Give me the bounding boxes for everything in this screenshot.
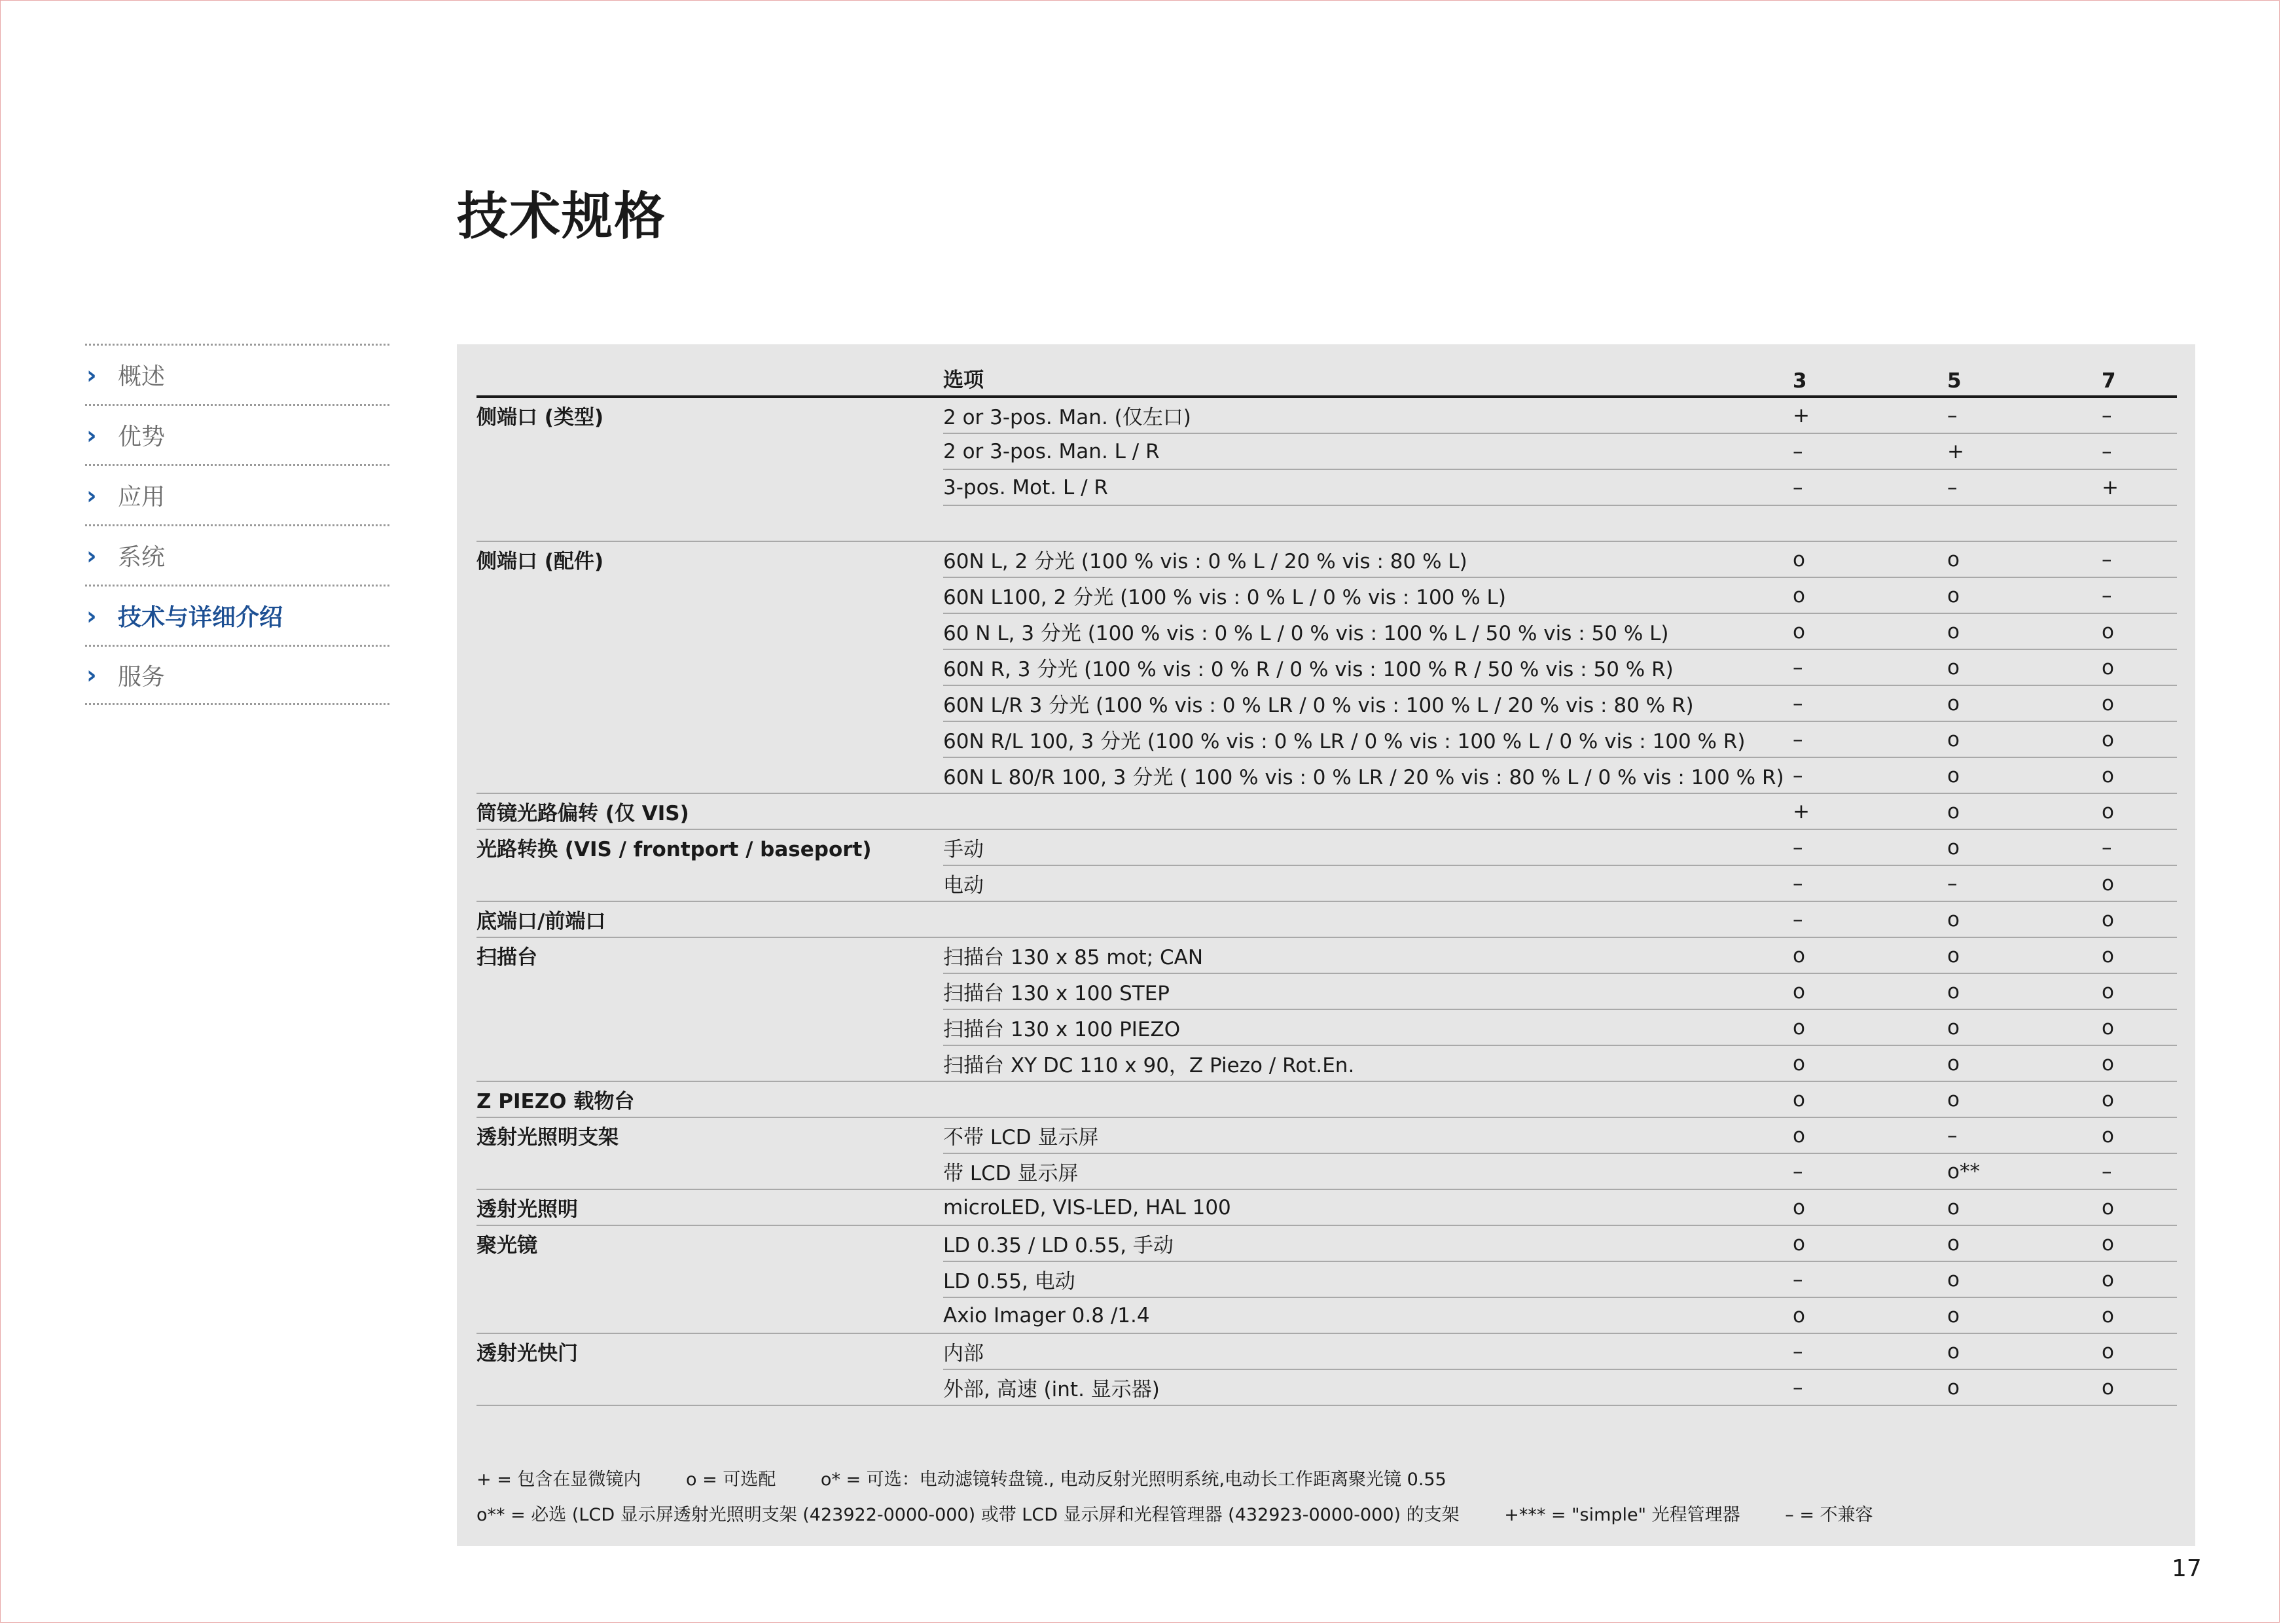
cell-col-7: o	[2102, 1117, 2177, 1153]
table-row	[476, 1045, 2177, 1081]
cell-col-7	[2102, 505, 2177, 541]
cell-category	[476, 757, 943, 793]
cell-col-3: –	[1793, 1333, 1947, 1369]
cell-col-5: o**	[1947, 1153, 2102, 1189]
cell-col-5	[1947, 505, 2102, 541]
cell-category	[476, 1369, 943, 1405]
cell-col-7: o	[2102, 649, 2177, 685]
table-row	[476, 505, 2177, 541]
cell-col-7: +	[2102, 469, 2177, 505]
cell-option: 2 or 3-pos. Man. (仅左口)	[943, 397, 1793, 433]
table-row	[476, 973, 2177, 1009]
cell-option	[943, 901, 1793, 937]
cell-col-5: o	[1947, 973, 2102, 1009]
table-row	[476, 865, 2177, 901]
cell-col-7: o	[2102, 685, 2177, 721]
cell-col-5: o	[1947, 685, 2102, 721]
cell-col-7: o	[2102, 1261, 2177, 1297]
cell-col-7: o	[2102, 721, 2177, 757]
cell-col-3: –	[1793, 829, 1947, 865]
legend-plus: + = 包含在显微镜内	[476, 1470, 641, 1490]
cell-option: 外部, 高速 (int. 显示器)	[943, 1369, 1793, 1405]
cell-col-7: o	[2102, 1009, 2177, 1045]
cell-category: 筒镜光路偏转 (仅 VIS)	[476, 793, 943, 829]
cell-col-3: o	[1793, 577, 1947, 613]
cell-option: 60N R, 3 分光 (100 % vis : 0 % R / 0 % vis : 100 % R / 50 % vis : 50 % R)	[943, 649, 1793, 685]
cell-col-5: –	[1947, 865, 2102, 901]
cell-col-5: –	[1947, 1117, 2102, 1153]
chevron-right-icon: ›	[86, 480, 97, 510]
cell-option: 扫描台 130 x 100 PIEZO	[943, 1009, 1793, 1045]
table-row	[476, 1333, 2177, 1369]
header-col-5: 5	[1947, 359, 2102, 397]
cell-col-3: o	[1793, 1045, 1947, 1081]
cell-category	[476, 649, 943, 685]
chevron-right-icon: ›	[86, 660, 97, 689]
table-row	[476, 469, 2177, 505]
cell-category	[476, 973, 943, 1009]
cell-category	[476, 577, 943, 613]
sidebar-nav	[85, 344, 389, 705]
cell-option: microLED, VIS-LED, HAL 100	[943, 1189, 1793, 1225]
cell-col-3: o	[1793, 1117, 1947, 1153]
cell-col-5: o	[1947, 649, 2102, 685]
cell-col-5: –	[1947, 397, 2102, 433]
cell-col-3: –	[1793, 685, 1947, 721]
cell-col-7: –	[2102, 541, 2177, 577]
cell-col-7: –	[2102, 829, 2177, 865]
chevron-right-icon: ›	[86, 601, 97, 630]
table-row	[476, 1081, 2177, 1117]
cell-category	[476, 1153, 943, 1189]
sidebar-item-advantages[interactable]	[85, 404, 389, 464]
header-category	[476, 359, 943, 397]
cell-option	[943, 793, 1793, 829]
sidebar-item-overview[interactable]	[85, 344, 389, 404]
cell-col-3: –	[1793, 469, 1947, 505]
table-row	[476, 397, 2177, 433]
cell-category: 光路转换 (VIS / frontport / baseport)	[476, 838, 872, 861]
cell-col-7: o	[2102, 613, 2177, 649]
cell-option	[943, 1081, 1793, 1117]
legend-line-1	[476, 1465, 1446, 1490]
cell-col-3: –	[1793, 649, 1947, 685]
cell-category	[476, 1045, 943, 1081]
header-col-7: 7	[2102, 359, 2177, 397]
cell-col-3: o	[1793, 937, 1947, 973]
cell-col-3: o	[1793, 1189, 1947, 1225]
cell-category: 侧端口 (类型)	[476, 406, 604, 429]
legend-o-star: o* = 可选：电动滤镜转盘镜., 电动反射光照明系统,电动长工作距离聚光镜 0.55	[820, 1470, 1446, 1490]
legend-line-2	[476, 1500, 1873, 1526]
legend-o-star2: o** = 必选 (LCD 显示屏透射光照明支架 (423922-0000-000) 或带 LCD 显示屏和光程管理器 (432923-0000-000) 的支架	[476, 1505, 1460, 1525]
cell-category	[476, 1261, 943, 1297]
sidebar-item-label: 技术与详细介绍	[118, 604, 283, 631]
table-row	[476, 685, 2177, 721]
table-row	[476, 1369, 2177, 1405]
legend-plus-star: +*** = "simple" 光程管理器	[1504, 1505, 1740, 1525]
cell-category	[476, 1297, 943, 1333]
cell-col-3: o	[1793, 1081, 1947, 1117]
cell-col-7: –	[2102, 433, 2177, 469]
cell-col-3: –	[1793, 1153, 1947, 1189]
cell-category	[476, 721, 943, 757]
cell-category	[476, 865, 943, 901]
cell-col-3: –	[1793, 757, 1947, 793]
cell-col-7: o	[2102, 865, 2177, 901]
cell-col-3: o	[1793, 973, 1947, 1009]
cell-col-5: o	[1947, 1081, 2102, 1117]
cell-col-7: o	[2102, 973, 2177, 1009]
cell-col-5: o	[1947, 613, 2102, 649]
cell-col-7: o	[2102, 901, 2177, 937]
cell-col-3	[1793, 505, 1947, 541]
cell-option: 内部	[943, 1333, 1793, 1369]
cell-col-3: +	[1793, 397, 1947, 433]
cell-category	[476, 505, 943, 541]
cell-option: 60N L100, 2 分光 (100 % vis : 0 % L / 0 % vis : 100 % L)	[943, 577, 1793, 613]
cell-col-5: o	[1947, 829, 2102, 865]
cell-category: 透射光照明支架	[476, 1126, 619, 1149]
sidebar-item-service[interactable]	[85, 645, 389, 705]
page-title: 技术规格	[457, 187, 667, 246]
cell-option: LD 0.55, 电动	[943, 1261, 1793, 1297]
table-row	[476, 1009, 2177, 1045]
cell-col-3: o	[1793, 1225, 1947, 1261]
sidebar-item-label: 服务	[118, 663, 166, 691]
header-option: 选项	[943, 359, 1793, 397]
table-row	[476, 649, 2177, 685]
chevron-right-icon: ›	[86, 360, 97, 389]
legend-incompatible: – = 不兼容	[1785, 1505, 1873, 1525]
cell-category: 扫描台	[476, 946, 537, 969]
cell-col-3: –	[1793, 1369, 1947, 1405]
cell-option: 扫描台 130 x 85 mot; CAN	[943, 937, 1793, 973]
sidebar-item-technical-details[interactable]	[85, 585, 389, 645]
sidebar-item-label: 系统	[118, 544, 166, 571]
sidebar-item-label: 概述	[118, 363, 166, 390]
cell-category: 底端口/前端口	[476, 901, 943, 937]
cell-col-5: –	[1947, 469, 2102, 505]
cell-col-7: o	[2102, 1297, 2177, 1333]
header-col-3: 3	[1793, 359, 1947, 397]
cell-option: 带 LCD 显示屏	[943, 1153, 1793, 1189]
cell-col-7: –	[2102, 577, 2177, 613]
cell-col-3: o	[1793, 541, 1947, 577]
cell-option: 60N L 80/R 100, 3 分光 ( 100 % vis : 0 % LR / 20 % vis : 80 % L / 0 % vis : 100 % R)	[943, 757, 1793, 793]
table-row	[476, 757, 2177, 793]
cell-col-5: o	[1947, 1261, 2102, 1297]
cell-col-5: o	[1947, 541, 2102, 577]
cell-col-3: –	[1793, 433, 1947, 469]
cell-option: 3-pos. Mot. L / R	[943, 469, 1793, 505]
cell-col-3: o	[1793, 1009, 1947, 1045]
cell-category	[476, 433, 943, 469]
table-row	[476, 901, 2177, 937]
cell-category: 透射光快门	[476, 1342, 578, 1365]
cell-col-7: o	[2102, 937, 2177, 973]
table-row	[476, 1297, 2177, 1333]
cell-option: LD 0.35 / LD 0.55, 手动	[943, 1225, 1793, 1261]
sidebar-item-system[interactable]	[85, 524, 389, 585]
cell-col-3: –	[1793, 865, 1947, 901]
cell-category	[476, 613, 943, 649]
cell-col-5: o	[1947, 1369, 2102, 1405]
cell-col-5: o	[1947, 721, 2102, 757]
table-row	[476, 721, 2177, 757]
cell-col-5: o	[1947, 793, 2102, 829]
cell-col-7: –	[2102, 1153, 2177, 1189]
cell-col-7: o	[2102, 1081, 2177, 1117]
cell-col-7: o	[2102, 1333, 2177, 1369]
sidebar-item-label: 优势	[118, 424, 166, 450]
cell-category: 透射光照明	[476, 1189, 943, 1225]
cell-col-5: o	[1947, 757, 2102, 793]
cell-col-7: o	[2102, 1045, 2177, 1081]
cell-category	[476, 469, 943, 505]
table-row	[476, 1189, 2177, 1225]
table-row	[476, 1261, 2177, 1297]
cell-col-5: +	[1947, 433, 2102, 469]
legend-optional: o = 可选配	[686, 1470, 776, 1490]
cell-col-5: o	[1947, 577, 2102, 613]
table-body	[476, 397, 2177, 1405]
cell-col-5: o	[1947, 1189, 2102, 1225]
cell-option: 不带 LCD 显示屏	[943, 1117, 1793, 1153]
cell-col-3: +	[1793, 793, 1947, 829]
cell-col-5: o	[1947, 1045, 2102, 1081]
cell-option: Axio Imager 0.8 /1.4	[943, 1297, 1793, 1333]
sidebar-item-label: 应用	[118, 484, 166, 511]
table-row	[476, 433, 2177, 469]
cell-col-7: o	[2102, 793, 2177, 829]
table-row	[476, 1117, 2177, 1153]
sidebar-item-applications[interactable]	[85, 464, 389, 524]
cell-option: 60N L/R 3 分光 (100 % vis : 0 % LR / 0 % vis : 100 % L / 20 % vis : 80 % R)	[943, 685, 1793, 721]
cell-option: 电动	[943, 865, 1793, 901]
table-row	[476, 613, 2177, 649]
cell-category: Z PIEZO 载物台	[476, 1081, 943, 1117]
table-row	[476, 829, 2177, 865]
cell-option	[943, 505, 1793, 541]
cell-category: 侧端口 (配件)	[476, 550, 604, 573]
table-row	[476, 1153, 2177, 1189]
cell-category	[476, 1009, 943, 1045]
cell-col-5: o	[1947, 1225, 2102, 1261]
chevron-right-icon: ›	[86, 541, 97, 570]
cell-option: 扫描台 XY DC 110 x 90，Z Piezo / Rot.En.	[943, 1045, 1793, 1081]
cell-col-3: –	[1793, 1261, 1947, 1297]
cell-col-3: –	[1793, 901, 1947, 937]
cell-option: 手动	[943, 829, 1793, 865]
cell-category: 聚光镜	[476, 1234, 537, 1257]
cell-option: 60N L, 2 分光 (100 % vis : 0 % L / 20 % vis : 80 % L)	[943, 541, 1793, 577]
cell-col-3: o	[1793, 1297, 1947, 1333]
cell-col-3: o	[1793, 613, 1947, 649]
cell-option: 60 N L, 3 分光 (100 % vis : 0 % L / 0 % vis : 100 % L / 50 % vis : 50 % L)	[943, 613, 1793, 649]
table-header-row	[476, 359, 2177, 397]
table-row	[476, 1225, 2177, 1261]
cell-col-5: o	[1947, 901, 2102, 937]
cell-option: 60N R/L 100, 3 分光 (100 % vis : 0 % LR / 0 % vis : 100 % L / 0 % vis : 100 % R)	[943, 721, 1793, 757]
cell-col-3: –	[1793, 721, 1947, 757]
spec-panel	[457, 344, 2195, 1546]
cell-col-5: o	[1947, 1333, 2102, 1369]
cell-col-7: o	[2102, 1369, 2177, 1405]
cell-col-7: –	[2102, 397, 2177, 433]
table-row	[476, 577, 2177, 613]
cell-category	[476, 685, 943, 721]
cell-option: 2 or 3-pos. Man. L / R	[943, 433, 1793, 469]
cell-option: 扫描台 130 x 100 STEP	[943, 973, 1793, 1009]
cell-col-5: o	[1947, 1009, 2102, 1045]
table-row	[476, 937, 2177, 973]
page-number: 17	[2172, 1555, 2202, 1582]
cell-col-7: o	[2102, 757, 2177, 793]
cell-col-7: o	[2102, 1225, 2177, 1261]
table-row	[476, 541, 2177, 577]
cell-col-5: o	[1947, 937, 2102, 973]
table-row	[476, 793, 2177, 829]
chevron-right-icon: ›	[86, 420, 97, 450]
spec-table	[476, 359, 2177, 1406]
cell-col-7: o	[2102, 1189, 2177, 1225]
cell-col-5: o	[1947, 1297, 2102, 1333]
